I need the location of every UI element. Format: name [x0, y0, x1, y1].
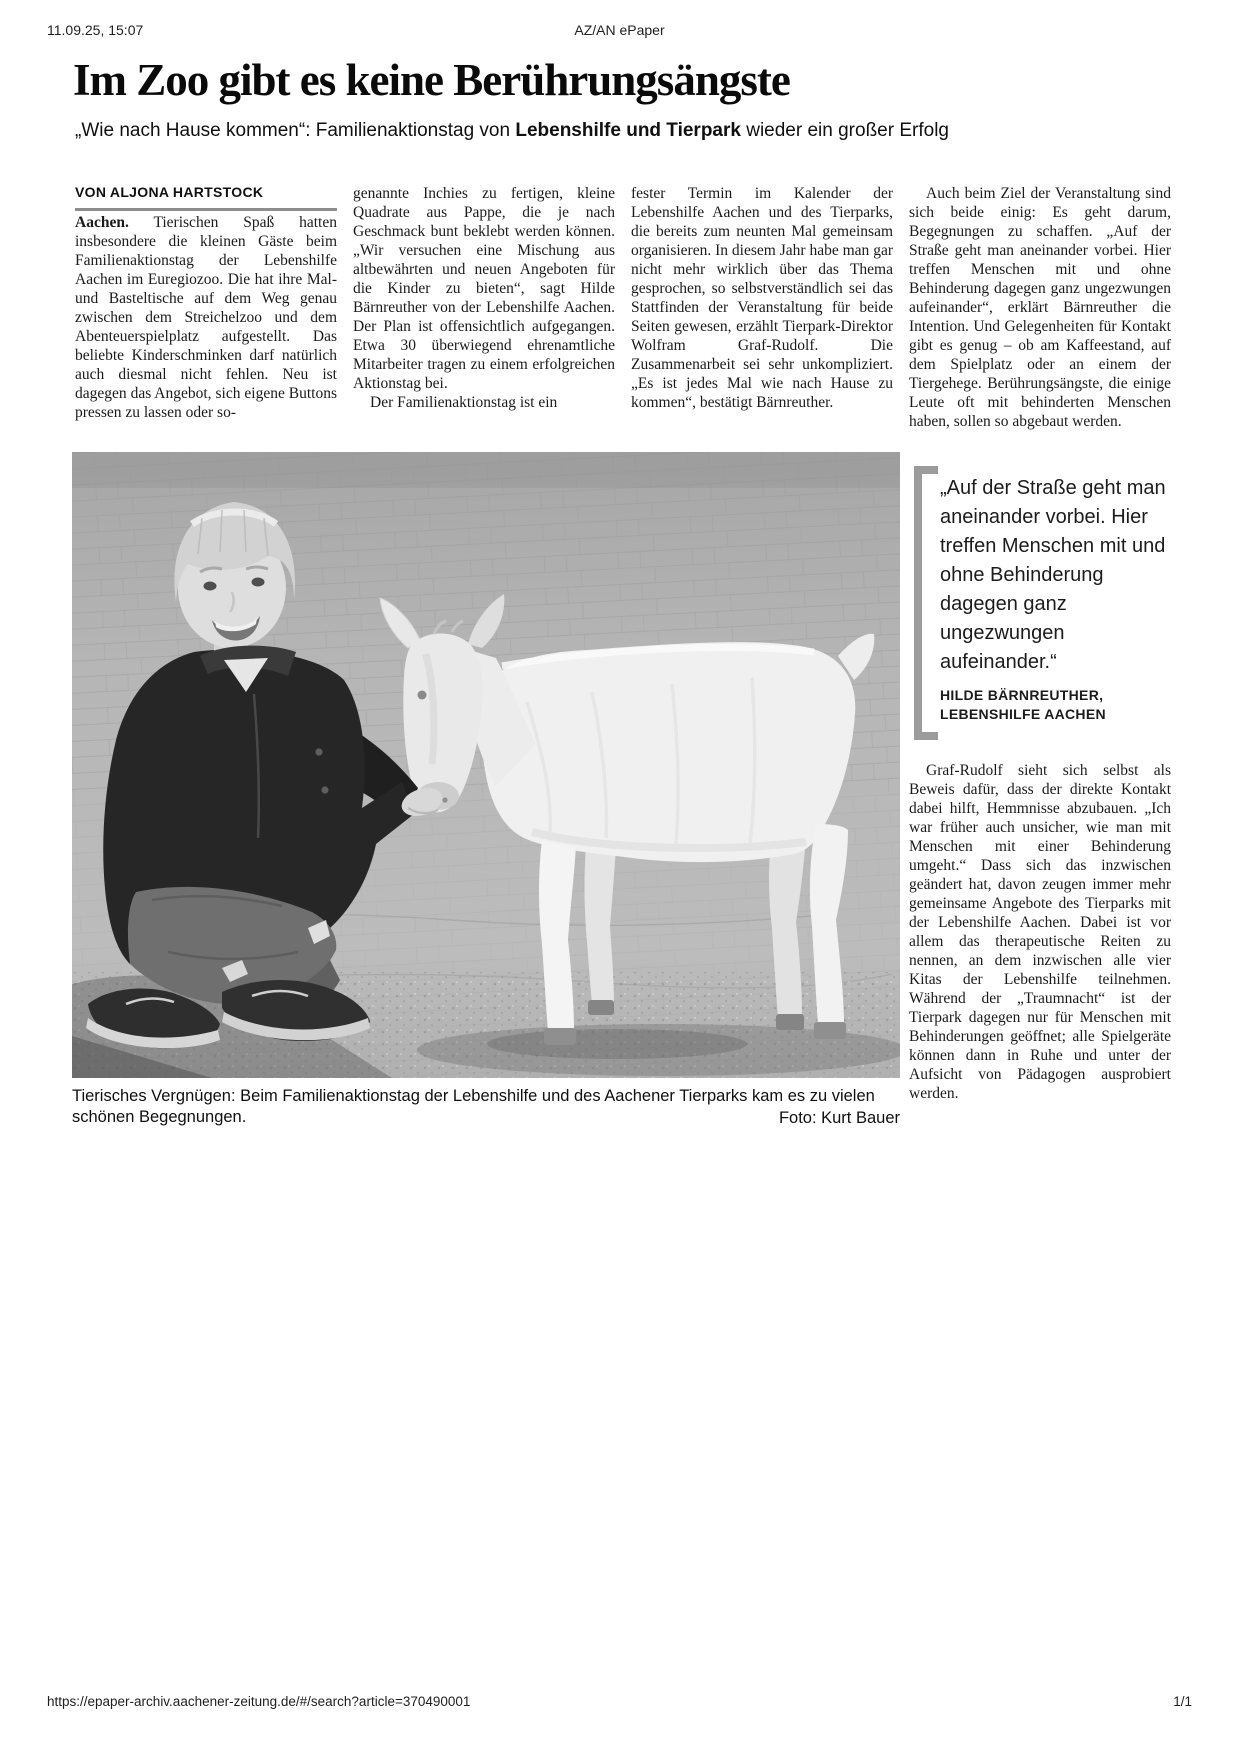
body-column-2: [353, 184, 615, 412]
photo-credit: Foto: Kurt Bauer: [778, 1109, 900, 1127]
body-column-3: [631, 184, 893, 412]
body-text-col2-p2: Der Familienaktionstag ist ein: [370, 394, 558, 411]
subhead-emphasis: Lebenshilfe und Tierpark: [515, 120, 741, 141]
body-column-4: [909, 184, 1171, 431]
masthead-title: AZ/AN ePaper: [574, 22, 665, 38]
article-photo: [72, 452, 900, 1078]
pull-quote-source-org: LEBENSHILFE AACHEN: [940, 706, 1106, 722]
body-column-5: [909, 761, 1171, 1103]
body-text-col4: Auch beim Ziel der Veranstaltung sind sich beide einig: Es geht darum, Begegnungen zu schaffen. „Auf der Straße geht man aneinander vorbei. Hier treffen Menschen mit und ohne Behinderung dagegen ganz ungezwungen aufeinander“, erklärt Bärnreuther die Intention. Und Gelegenheiten für Kontakt gibt es genug – ob am Kaffeestand, auf dem Spielplatz oder an einem der Tiergehege. Berührungsängste, die einige Leute oft mit behinderten Menschen haben, sollen so abgebaut werden.: [909, 185, 1171, 430]
body-text-col1: Tierischen Spaß hatten insbesondere die kleinen Gäste beim Familienaktionstag der Lebenshilfe Aachen im Euregiozoo. Die hat ihre Mal- und Basteltische auf dem Weg genau zwischen dem Streichelzoo und dem Abenteuerspielplatz aufgestellt. Das beliebte Kinderschminken darf natürlich auch diesmal nicht fehlen. Neu ist dagegen das Angebot, sich eigene Buttons pressen zu lassen oder so-: [75, 214, 337, 421]
photo-illustration: [72, 452, 900, 1078]
footer-url: https://epaper-archiv.aachener-zeitung.de/#/search?article=370490001: [47, 1694, 471, 1709]
pull-quote: [909, 460, 1175, 724]
body-text-col3: fester Termin im Kalender der Lebenshilfe Aachen und des Tierparks, die bereits zum neunten Mal gemeinsam organisieren. In diesem Jahr habe man gar nicht mehr wirklich über das Thema gesprochen, so selbstverständlich sei das Stattfinden der Veranstaltung für beide Seiten gewesen, erzählt Tierpark-Direktor Wolfram Graf-Rudolf. Die Zusammenarbeit sei sehr unkompliziert. „Es ist jedes Mal wie nach Hause zu kommen“, bestätigt Bärnreuther.: [631, 185, 893, 411]
subhead-prefix: „Wie nach Hause kommen“: Familienaktionstag von: [75, 120, 516, 141]
body-text-col2-p1: genannte Inchies zu fertigen, kleine Quadrate aus Pappe, die je nach Geschmack bunt beklebt werden können. „Wir versuchen eine Mischung aus altbewährten und neuen Angeboten für die Kinder zu bieten“, sagt Hilde Bärnreuther von der Lebenshilfe Aachen. Der Plan ist offensichtlich aufgegangen. Etwa 30 überwiegend ehrenamtliche Mitarbeiter tragen zu einem erfolgreichen Aktionstag bei.: [353, 185, 615, 392]
subhead-suffix: wieder ein großer Erfolg: [740, 120, 949, 141]
dateline: Aachen.: [75, 214, 129, 231]
body-column-1: [75, 213, 337, 422]
print-datetime: 11.09.25, 15:07: [47, 22, 144, 38]
byline: VON ALJONA HARTSTOCK: [75, 184, 337, 211]
pull-quote-text: „Auf der Straße geht man aneinander vorbei. Hier treffen Menschen mit und ohne Behinderung dagegen ganz ungezwungen aufeinander.“: [940, 477, 1166, 673]
quote-bracket-icon: [914, 466, 938, 740]
photo-caption-text: Tierisches Vergnügen: Beim Familienaktionstag der Lebenshilfe und des Aachener Tierparks kam es zu vielen schönen Begegnungen.: [72, 1087, 875, 1126]
pull-quote-source-name: HILDE BÄRNREUTHER,: [940, 687, 1104, 703]
article-subhead: [75, 120, 1175, 142]
page-indicator: 1/1: [1173, 1694, 1192, 1709]
body-text-continuation: Graf-Rudolf sieht sich selbst als Beweis dafür, dass der direkte Kontakt dabei hilft, Hemmnisse abzubauen. „Ich war früher auch unsicher, wie man mit Menschen mit einer Behinderung umgeht.“ Dass sich das inzwischen geändert hat, davon zeugen immer mehr gemeinsame Angebote des Tierparks mit der Lebenshilfe Aachen. Dabei ist vor allem das therapeutische Reiten zu nennen, an dem inzwischen alle vier Kitas der Lebenshilfe teilnehmen. Während der „Traumnacht“ ist der Tierpark dagegen nur für Menschen mit Behinderungen geöffnet; alle Spielgeräte können dann in Ruhe und unter der Aufsicht von Pädagogen ausprobiert werden.: [909, 762, 1171, 1102]
article-headline: Im Zoo gibt es keine Berührungsängste: [73, 55, 790, 105]
photo-caption: [72, 1086, 900, 1130]
